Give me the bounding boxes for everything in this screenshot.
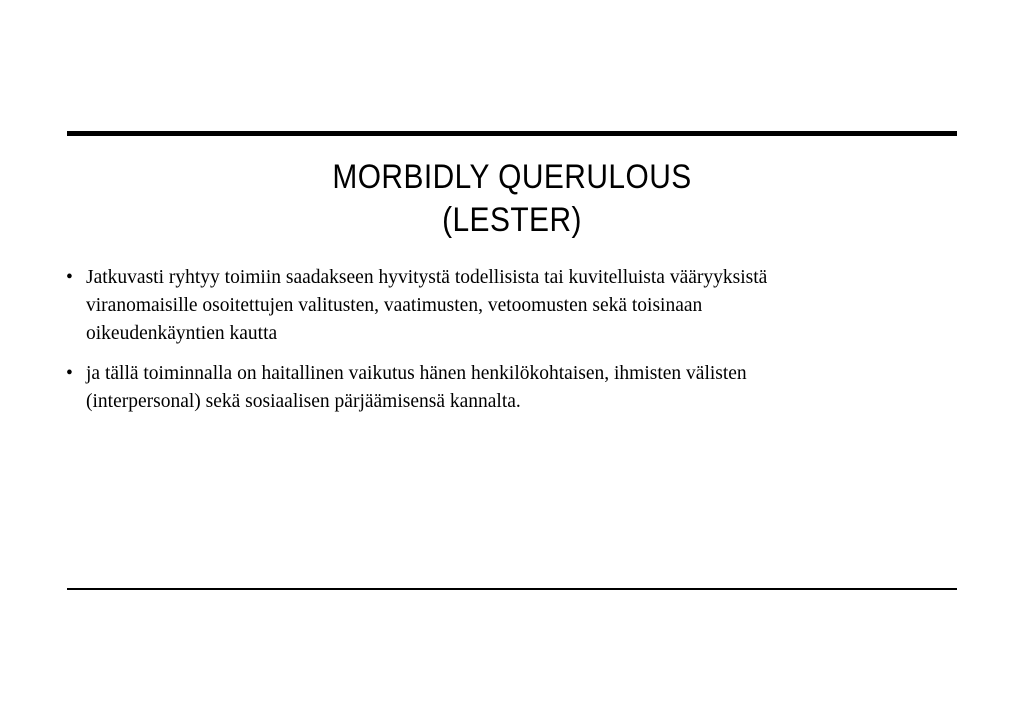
bullet-2-line-1: ja tällä toiminnalla on haitallinen vaikutus hänen henkilökohtaisen, ihmisten välisten [86,363,747,384]
bullet-dot-icon: • [66,363,73,384]
bullet-item-2 [62,360,922,416]
title-line-2: (LESTER) [442,201,582,239]
bullet-1-line-2: viranomaisille osoitettujen valitusten, vaatimusten, vetoomusten sekä toisinaan [86,295,703,316]
title-line-1: MORBIDLY QUERULOUS [332,158,692,196]
bottom-divider [67,588,957,590]
bullet-1-line-1: Jatkuvasti ryhtyy toimiin saadakseen hyvitystä todellisista tai kuvitelluista vääryyksistä [86,267,768,288]
bullet-dot-icon: • [66,267,73,288]
bullet-item-1 [62,264,922,348]
bullet-list [62,264,922,428]
bullet-1-line-3: oikeudenkäyntien kautta [86,323,278,344]
slide-title [120,156,903,242]
bullet-2-line-2: (interpersonal) sekä sosiaalisen pärjäämisensä kannalta. [86,391,521,412]
top-divider [67,131,957,136]
